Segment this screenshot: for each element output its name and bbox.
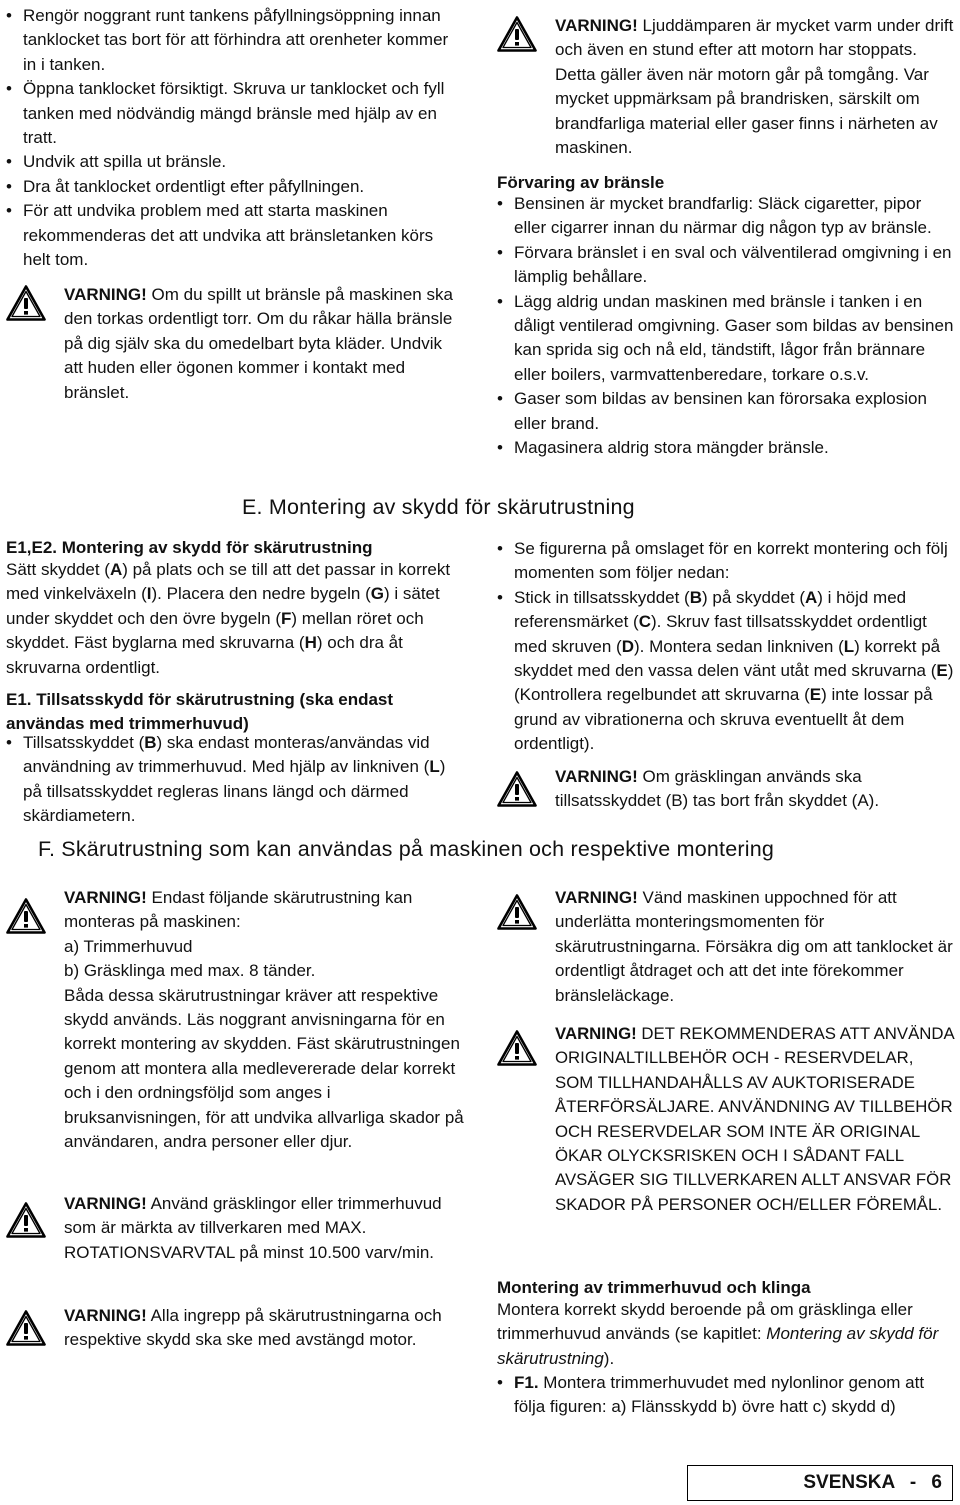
warning-label: VARNING! bbox=[555, 16, 638, 35]
list-item: • Rengör noggrant runt tankens påfyllningsöppning innan tanklocket tas bort för att förhindra att orenheter kommer in i tanken. bbox=[6, 4, 464, 77]
upside-down-warning bbox=[497, 886, 955, 1011]
storage-heading: Förvaring av bränsle bbox=[497, 173, 665, 192]
list-item: • Stick in tillsatsskyddet (B) på skyddet (A) i höjd med referensmärket (C). Skruv fast tillsatsskyddet ordentligt med skruven (D). Montera sedan linkniven (L) korrekt på skyddet med den vassa delen vänt utåt med skruvarna (E) (Kontrollera regelbundet att skruvarna (E) inte lossar på grund av vibrationerna och skruva eventuellt åt dem ordentligt). bbox=[497, 586, 957, 757]
list-item: • Dra åt tanklocket ordentligt efter påfyllningen. bbox=[6, 175, 464, 199]
warning-body: Vänd maskinen uppochned för att underlätta monteringsmomenten för skärutrustningarna. Försäkra dig om att tanklocket är ordentligt åtdraget och att det inte förekommer bränsleläckage. bbox=[555, 888, 953, 1005]
fuel-instructions-list bbox=[6, 4, 464, 272]
blade-guard-warning bbox=[497, 765, 955, 815]
muffler-warning bbox=[497, 14, 955, 164]
warning-triangle-icon bbox=[497, 894, 537, 930]
warning-text bbox=[64, 1304, 464, 1353]
warning-triangle-icon bbox=[6, 898, 46, 934]
e-right-list bbox=[497, 537, 957, 757]
list-item: • Förvara bränslet i en sval och välventilerad omgivning i en lämplig behållare. bbox=[497, 241, 957, 290]
page-footer bbox=[687, 1465, 953, 1501]
warning-label: VARNING! bbox=[64, 285, 147, 304]
warning-text bbox=[555, 886, 955, 1008]
e1-heading: E1. Tillsatsskydd för skärutrustning (ska endast användas med trimmerhuvud) bbox=[6, 690, 394, 734]
warning-text bbox=[555, 14, 955, 160]
warning-text bbox=[64, 1192, 464, 1265]
warning-body: Om gräsklingan används ska tillsatsskyddet (B) tas bort från skyddet (A). bbox=[555, 767, 880, 811]
list-item: • Lägg aldrig undan maskinen med bränsle i tanken i en dåligt ventilerad omgivning. Gaser som bildas av bensinen kan sprida sig och nå eld, tändstift, lågor från brännare eller boilers, varmvattenberedare, torkare o.s.v. bbox=[497, 290, 957, 388]
warning-body: Om du spillt ut bränsle på maskinen ska den torkas ordentligt torr. Om du råkar hälla bränsle på dig själv ska du omedelbart byta kläder. Undvik att huden eller ögonen kommer i kontakt med bränslet. bbox=[64, 285, 453, 402]
warning-label: VARNING! bbox=[555, 888, 638, 907]
cutting-equipment-warning bbox=[6, 886, 464, 1186]
warning-label: VARNING! bbox=[555, 767, 638, 786]
list-item: • För att undvika problem med att starta maskinen rekommenderas det att undvika att bränsletanken körs helt tom. bbox=[6, 199, 464, 272]
rotation-speed-warning bbox=[6, 1192, 464, 1292]
footer-language: SVENSKA bbox=[803, 1472, 895, 1493]
warning-triangle-icon bbox=[6, 285, 46, 321]
warning-triangle-icon bbox=[6, 1310, 46, 1346]
list-item: • Gaser som bildas av bensinen kan förorsaka explosion eller brand. bbox=[497, 387, 957, 436]
original-parts-warning bbox=[497, 1022, 955, 1267]
warning-body: Båda dessa skärutrustningar kräver att respektive skydd används. Läs noggrant anvisningarna för en korrekt montering av skydden. Fäst skärutrustningen genom att montera alla medlevererade delar korrekt och i den ordningsföljd som anges i bruksanvisningen, för att undvika allvarliga skador på användaren, andra personer eller djur. bbox=[64, 985, 464, 1152]
warning-text bbox=[555, 765, 955, 814]
footer-separator: - bbox=[909, 1472, 917, 1493]
warning-text bbox=[64, 283, 464, 405]
warning-label: VARNING! bbox=[555, 1024, 637, 1043]
list-item: • Bensinen är mycket brandfarlig: Släck cigaretter, pipor eller cigarrer innan du närmar dig någon typ av bränsle. bbox=[497, 192, 957, 241]
warning-triangle-icon bbox=[497, 771, 537, 807]
warning-label: VARNING! bbox=[64, 1194, 147, 1213]
warning-triangle-icon bbox=[6, 1202, 46, 1238]
e12-paragraph: Sätt skyddet (A) på plats och se till att det passar in korrekt med vinkelväxeln (I). Placera den nedre bygeln (G) i sätet under skyddet och den övre bygeln (F) mellan röret och skyddet. Fäst byglarna med skruvarna (H) och dra åt skruvarna ordentligt. bbox=[6, 560, 451, 677]
warning-triangle-icon bbox=[497, 1030, 537, 1066]
warning-body: Använd gräsklingor eller trimmerhuvud som är märkta av tillverkaren med MAX. ROTATIONSVARVTAL på minst 10.500 varv/min. bbox=[64, 1194, 442, 1262]
warning-label: VARNING! bbox=[64, 888, 147, 907]
page-number: 6 bbox=[931, 1472, 942, 1493]
e1-list bbox=[6, 731, 464, 829]
warning-text bbox=[555, 1022, 955, 1217]
list-item: • Magasinera aldrig stora mängder bränsle. bbox=[497, 436, 957, 460]
list-item: • Tillsatsskyddet (B) ska endast monteras/användas vid användning av trimmerhuvud. Med hjälp av linkniven (L) på tillsatsskyddet regleras linans längd och därmed skärdiametern. bbox=[6, 731, 464, 829]
e12-heading: E1,E2. Montering av skydd för skärutrustning bbox=[6, 538, 373, 557]
list-item: • F1. Montera trimmerhuvudet med nylonlinor genom att följa figuren: a) Flänsskydd b) övre hatt c) skydd d) bbox=[497, 1371, 955, 1420]
fuel-spill-warning bbox=[6, 283, 464, 408]
section-e-title: E. Montering av skydd för skärutrustning bbox=[242, 495, 635, 519]
section-f-title: F. Skärutrustning som kan användas på maskinen och respektive montering bbox=[38, 837, 775, 861]
option-trimmer-head: a) Trimmerhuvud bbox=[64, 936, 193, 956]
mount-heading: Montering av trimmerhuvud och klinga bbox=[497, 1278, 811, 1297]
warning-text: VARNING! Endast följande skärutrustning kan monteras på maskinen: a) Trimmerhuvud b) Gräsklinga med max. 8 tänder. Båda dessa skärutrustningar kräver att respektive skydd används. Läs noggrant anvisningarna för en korrekt montering av skydden. Fäst skärutrustningen genom att montera alla medlevererade delar korrekt och i den ordningsföljd som anges i bruksanvisningen, för att undvika allvarliga skador på användaren, andra personer eller djur. bbox=[64, 886, 464, 1154]
mount-paragraph: Montera korrekt skydd beroende på om gräsklinga eller trimmerhuvud används (se kapitlet: Montering av skydd för skärutrustning). bbox=[497, 1300, 939, 1368]
list-item: • Undvik att spilla ut bränsle. bbox=[6, 150, 464, 174]
warning-body: Alla ingrepp på skärutrustningarna och respektive skydd ska ske med avstängd motor. bbox=[64, 1306, 442, 1350]
warning-label: VARNING! bbox=[64, 1306, 147, 1325]
warning-triangle-icon bbox=[497, 16, 537, 52]
storage-list bbox=[497, 192, 957, 460]
warning-body: DET REKOMMENDERAS ATT ANVÄNDA ORIGINALTILLBEHÖR OCH - RESERVDELAR, SOM TILLHANDAHÅLLS AV AUKTORISERADE ÅTERFÖRSÄLJARE. ANVÄNDNING AV TILLBEHÖR OCH RESERVDELAR SOM INTE ÄR ORIGINAL ÖKAR OLYCKSRISKEN OCH I SÅDANT FALL AVSÄGER SIG TILLVERKAREN ALLT ANSVAR FÖR SKADOR PÅ PERSONER OCH/ELLER FÖREMÅL. bbox=[555, 1024, 954, 1214]
option-grass-blade: b) Gräsklinga med max. 8 tänder. bbox=[64, 961, 316, 981]
engine-off-warning bbox=[6, 1304, 464, 1379]
warning-body: Ljuddämparen är mycket varm under drift och även en stund efter att motorn har stoppats. Detta gäller även när motorn går på tomgång. Var mycket uppmärksam på brandrisken, särskilt om brandfarliga material eller gaser finns i närheten av maskinen. bbox=[555, 16, 954, 158]
f1-list bbox=[497, 1371, 955, 1420]
list-item: • Se figurerna på omslaget för en korrekt montering och följ momenten som följer nedan: bbox=[497, 537, 957, 586]
list-item: • Öppna tanklocket försiktigt. Skruva ur tanklocket och fyll tanken med nödvändig mängd bränsle med hjälp av en tratt. bbox=[6, 77, 464, 150]
